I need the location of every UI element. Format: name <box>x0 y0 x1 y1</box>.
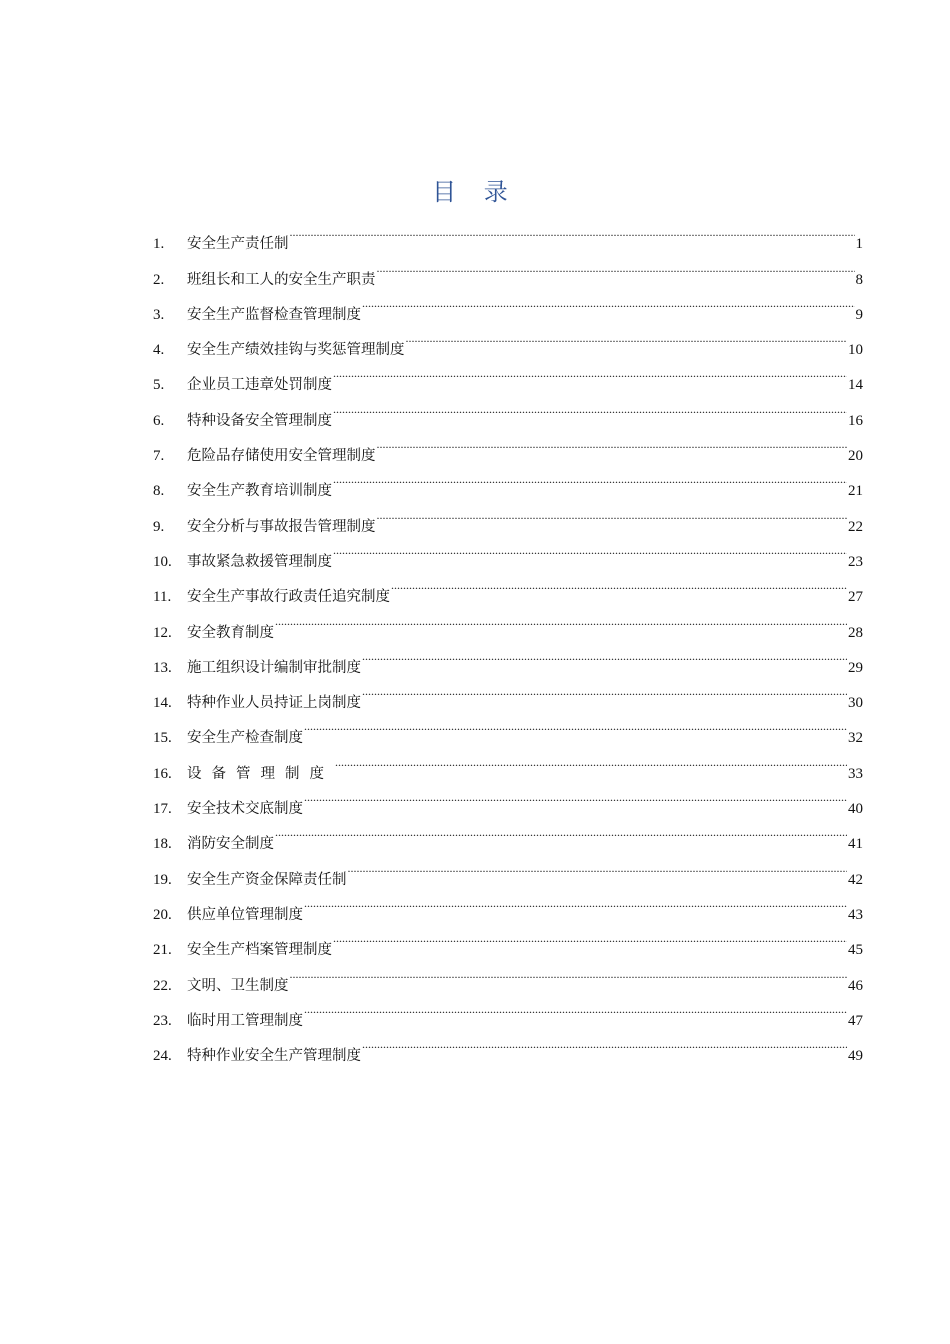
toc-entry-number: 23. <box>153 1012 172 1029</box>
toc-entry-page-number: 21 <box>848 483 863 500</box>
toc-entry-title[interactable]: 安全分析与事故报告管理制度 <box>187 518 376 535</box>
toc-entry-page-number: 33 <box>848 765 863 782</box>
toc-entry-page-number: 16 <box>848 412 863 429</box>
toc-dot-leader <box>333 354 847 389</box>
toc-entry-title[interactable]: 消防安全制度 <box>187 836 274 853</box>
toc-entry-title[interactable]: 安全技术交底制度 <box>187 801 303 818</box>
toc-entry-title[interactable]: 安全生产档案管理制度 <box>187 942 332 959</box>
toc-entry-page-number: 49 <box>848 1048 863 1065</box>
toc-entry-page-number: 10 <box>848 342 863 359</box>
toc-entry-number: 16. <box>153 765 172 782</box>
toc-entry-page-number: 40 <box>848 801 863 818</box>
toc-dot-leader <box>290 213 855 248</box>
toc-entry-number: 5. <box>153 377 165 394</box>
toc-dot-leader <box>304 707 847 742</box>
toc-dot-leader <box>406 319 848 354</box>
toc-entry-title[interactable]: 特种设备安全管理制度 <box>187 412 332 429</box>
toc-entry-title[interactable]: 特种作业人员持证上岗制度 <box>187 695 361 712</box>
toc-dot-leader <box>333 460 847 495</box>
toc-dot-leader <box>377 248 855 283</box>
toc-dot-leader <box>335 742 847 777</box>
toc-entry-page-number: 23 <box>848 553 863 570</box>
toc-entry-title[interactable]: 临时用工管理制度 <box>187 1012 303 1029</box>
toc-entry-title[interactable]: 供应单位管理制度 <box>187 906 303 923</box>
toc-entry-number: 9. <box>153 518 165 535</box>
toc-entry-number: 10. <box>153 553 172 570</box>
toc-entry-page-number: 1 <box>855 236 863 253</box>
toc-entry-page-number: 29 <box>848 659 863 676</box>
toc-dot-leader <box>333 919 847 954</box>
toc-entry-number: 8. <box>153 483 165 500</box>
toc-entry-page-number: 22 <box>848 518 863 535</box>
toc-entry-number: 2. <box>153 271 165 288</box>
toc-entry-title[interactable]: 安全生产检查制度 <box>187 730 303 747</box>
toc-entry-number: 21. <box>153 942 172 959</box>
toc-dot-leader <box>275 813 847 848</box>
toc-entry-number: 1. <box>153 236 165 253</box>
toc-entry-title[interactable]: 安全生产事故行政责任追究制度 <box>187 589 390 606</box>
toc-entry-page-number: 43 <box>848 906 863 923</box>
toc-entry-page-number: 8 <box>855 271 863 288</box>
toc-dot-leader <box>377 495 848 530</box>
toc-entry-title[interactable]: 特种作业安全生产管理制度 <box>187 1048 361 1065</box>
toc-dot-leader <box>377 425 848 460</box>
toc-dot-leader <box>304 990 847 1025</box>
toc-dot-leader <box>333 389 847 424</box>
toc-entry-number: 6. <box>153 412 165 429</box>
toc-entry-title[interactable]: 事故紧急救援管理制度 <box>187 553 332 570</box>
toc-entry-title[interactable]: 安全生产资金保障责任制 <box>187 871 347 888</box>
toc-entry-number: 15. <box>153 730 172 747</box>
toc-dot-leader <box>333 531 847 566</box>
toc-entry-page-number: 32 <box>848 730 863 747</box>
toc-dot-leader <box>362 284 855 319</box>
toc-entry[interactable] <box>153 213 863 253</box>
toc-dot-leader <box>391 566 847 601</box>
toc-entry-page-number: 42 <box>848 871 863 888</box>
toc-entry-number: 14. <box>153 695 172 712</box>
toc-entry-title[interactable]: 安全教育制度 <box>187 624 274 641</box>
toc-entry-title[interactable]: 文明、卫生制度 <box>187 977 289 994</box>
toc-dot-leader <box>362 672 847 707</box>
toc-title: 目 录 <box>432 178 518 206</box>
toc-entry-page-number: 28 <box>848 624 863 641</box>
toc-entry-title[interactable]: 安全生产教育培训制度 <box>187 483 332 500</box>
toc-entry-number: 11. <box>153 589 172 606</box>
toc-entry-number: 18. <box>153 836 172 853</box>
toc-entry-number: 17. <box>153 801 172 818</box>
toc-entry-page-number: 14 <box>848 377 863 394</box>
toc-entry-title[interactable]: 危险品存储使用安全管理制度 <box>187 448 376 465</box>
toc-entry-page-number: 20 <box>848 448 863 465</box>
toc-entry-title[interactable]: 企业员工违章处罚制度 <box>187 377 332 394</box>
toc-entry-number: 7. <box>153 448 165 465</box>
toc-entry-number: 4. <box>153 342 165 359</box>
toc-entry-page-number: 41 <box>848 836 863 853</box>
toc-entry-page-number: 45 <box>848 942 863 959</box>
toc-entry-page-number: 9 <box>855 306 863 323</box>
toc-dot-leader <box>275 601 847 636</box>
toc-entry-number: 3. <box>153 306 165 323</box>
toc-entry-number: 22. <box>153 977 172 994</box>
toc-entry-page-number: 30 <box>848 695 863 712</box>
toc-dot-leader <box>304 884 847 919</box>
toc-entry-number: 24. <box>153 1048 172 1065</box>
toc-dot-leader <box>348 848 848 883</box>
toc-entry-title[interactable]: 设备管理制度 <box>187 765 334 782</box>
toc-entry-title[interactable]: 安全生产责任制 <box>187 236 289 253</box>
toc-dot-leader <box>362 637 847 672</box>
toc-entry-page-number: 27 <box>848 589 863 606</box>
toc-entry-number: 19. <box>153 871 172 888</box>
toc-dot-leader <box>290 954 848 989</box>
toc-entry-page-number: 46 <box>848 977 863 994</box>
toc-entry-page-number: 47 <box>848 1012 863 1029</box>
toc-dot-leader <box>362 1025 847 1060</box>
toc-entry-number: 12. <box>153 624 172 641</box>
toc-entry-title[interactable]: 施工组织设计编制审批制度 <box>187 659 361 676</box>
toc-list <box>153 213 863 1065</box>
toc-entry-title[interactable]: 安全生产绩效挂钩与奖惩管理制度 <box>187 342 405 359</box>
toc-entry-title[interactable]: 班组长和工人的安全生产职责 <box>187 271 376 288</box>
toc-entry-title[interactable]: 安全生产监督检查管理制度 <box>187 306 361 323</box>
toc-dot-leader <box>304 778 847 813</box>
toc-entry-number: 20. <box>153 906 172 923</box>
toc-entry-number: 13. <box>153 659 172 676</box>
